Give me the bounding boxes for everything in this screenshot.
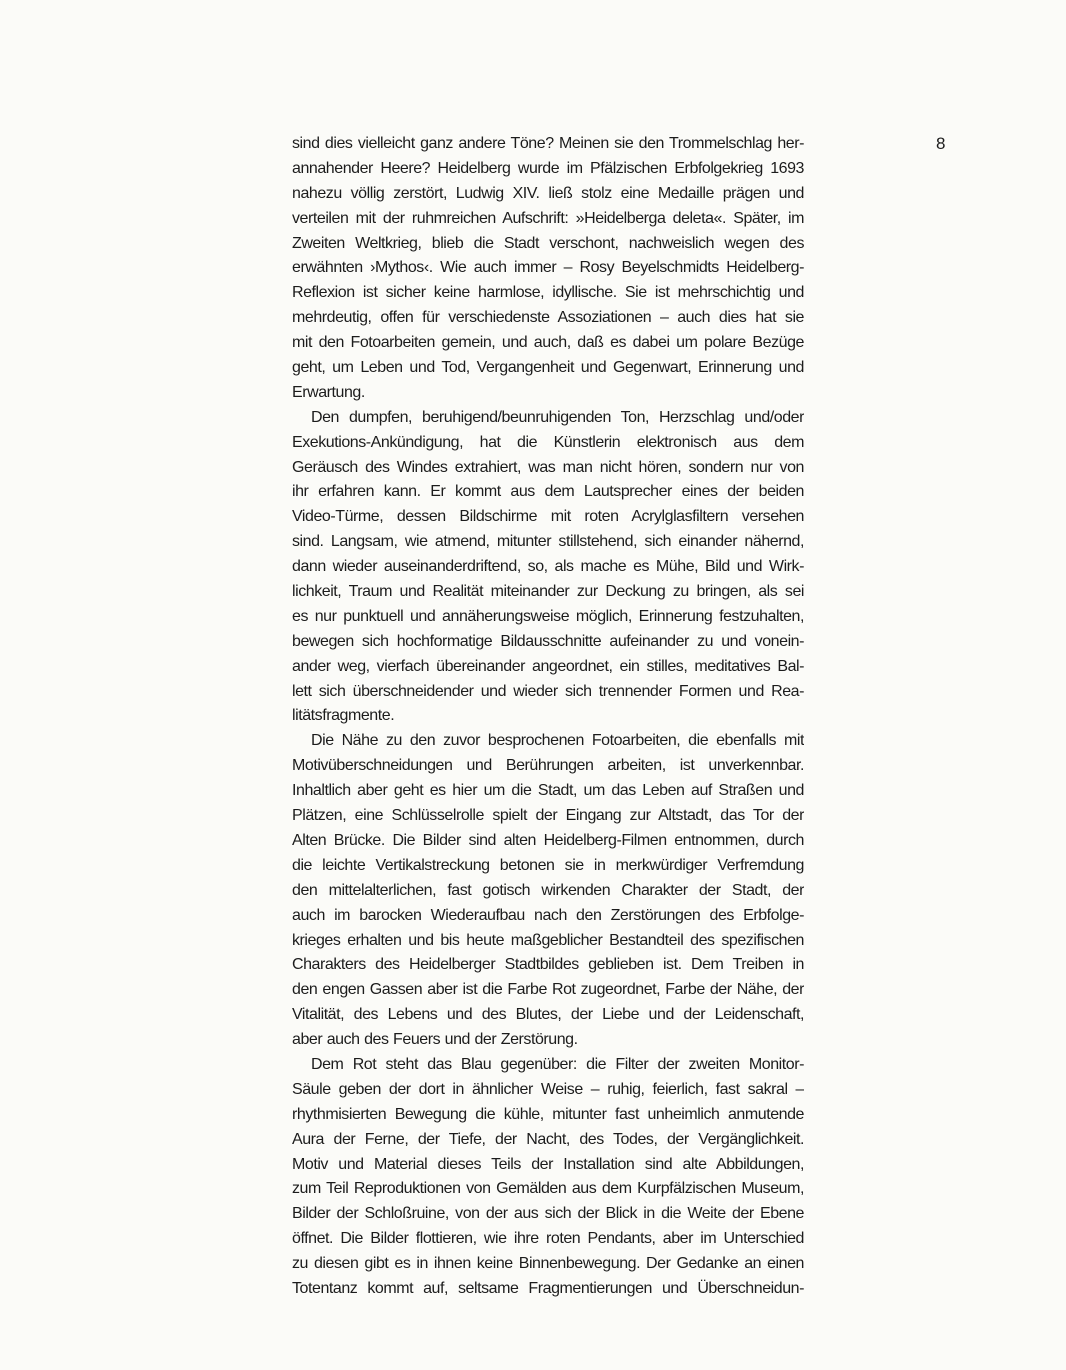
text-line: Zweiten Weltkrieg, blieb die Stadt verschont, nachweislich wegen des [292, 234, 804, 252]
text-line: ander weg, vierfach übereinander angeordnet, ein stilles, meditatives Bal- [292, 657, 804, 675]
text-line: Exekutions-Ankündigung, hat die Künstlerin elektronisch aus dem [292, 433, 804, 451]
text-line: es nur punktuell und annäherungsweise möglich, Erinnerung festzuhalten, [292, 607, 804, 625]
text-line: verteilen mit der ruhmreichen Aufschrift: »Heidelberga deleta«. Später, im [292, 209, 804, 227]
text-line: Aura der Ferne, der Tiefe, der Nacht, des Todes, der Vergänglichkeit. [292, 1130, 804, 1148]
text-line: bewegen sich hochformatige Bildausschnitte aufeinander zu und vonein- [292, 632, 804, 650]
text-line: litätsfragmente. [292, 707, 395, 725]
text-line: zum Teil Reproduktionen von Gemälden aus dem Kurpfälzischen Museum, [292, 1180, 804, 1198]
text-line: Alten Brücke. Die Bilder sind alten Heidelberg-Filmen entnommen, durch [292, 831, 804, 849]
text-line: Dem Rot steht das Blau gegenüber: die Filter der zweiten Monitor- [311, 1055, 804, 1073]
text-line: aber auch des Feuers und der Zerstörung. [292, 1031, 578, 1049]
text-line: krieges erhalten und bis heute maßgeblicher Bestandteil des spezifischen [292, 931, 804, 949]
paragraph [292, 1053, 804, 1302]
text-line: erwähnten ›Mythos‹. Wie auch immer – Rosy Beyelschmidts Heidelberg- [292, 259, 804, 277]
text-line: Vitalität, des Lebens und des Blutes, der Liebe und der Leidenschaft, [292, 1006, 804, 1024]
paragraph [292, 729, 804, 1053]
page-number: 8 [936, 134, 946, 153]
text-line: öffnet. Die Bilder flottieren, wie ihre roten Pendants, aber im Unterschied [292, 1230, 804, 1248]
text-line: Motivüberschneidungen und Berührungen arbeiten, ist unverkennbar. [292, 757, 804, 775]
text-line: Die Nähe zu den zuvor besprochenen Fotoarbeiten, die ebenfalls mit [311, 732, 804, 750]
text-line: Bilder der Schloßruine, von der aus sich der Blick in die Weite der Ebene [292, 1205, 804, 1223]
text-line: ihr erfahren kann. Er kommt aus dem Lautsprecher eines der beiden [292, 483, 804, 501]
text-line: sind. Langsam, wie atmend, mitunter stillstehend, sich einander nähernd, [292, 533, 804, 551]
text-line: Geräusch des Windes extrahiert, was man nicht hören, sondern nur von [292, 458, 804, 476]
text-line: sind dies vielleicht ganz andere Töne? Meinen sie den Trommelschlag her- [292, 135, 804, 152]
paragraph [292, 132, 804, 406]
text-line: Plätzen, eine Schlüsselrolle spielt der Eingang zur Altstadt, das Tor der [292, 807, 804, 825]
text-line: auch im barocken Wiederaufbau nach den Zerstörungen des Erbfolge- [292, 906, 804, 924]
text-line: lett sich überschneidender und wieder sich trennender Formen und Rea- [292, 682, 804, 700]
text-line: geht, um Leben und Tod, Vergangenheit und Gegenwart, Erinnerung und [292, 359, 804, 377]
text-line: nahezu völlig zerstört, Ludwig XIV. ließ stolz eine Medaille prägen und [292, 184, 804, 202]
text-line: Motiv und Material dieses Teils der Installation sind alte Abbildungen, [292, 1155, 804, 1173]
text-line: annahender Heere? Heidelberg wurde im Pfälzischen Erbfolgekrieg 1693 [292, 159, 804, 177]
text-line: Reflexion ist sicher keine harmlose, idyllische. Sie ist mehrschichtig und [292, 284, 804, 302]
text-line: Totentanz kommt auf, seltsame Fragmentierungen und Überschneidun- [292, 1279, 804, 1297]
text-line: Charakters des Heidelberger Stadtbildes geblieben ist. Dem Treiben in [292, 956, 804, 974]
text-line: mehrdeutig, offen für verschiedenste Assoziationen – auch dies hat sie [292, 309, 804, 327]
text-line: Erwartung. [292, 383, 365, 401]
paragraph [292, 406, 804, 730]
body-text [292, 132, 804, 1302]
text-line: mit den Fotoarbeiten gemein, und auch, daß es dabei um polare Bezüge [292, 334, 804, 352]
text-line: lichkeit, Traum und Realität miteinander zur Deckung zu bringen, als sei [292, 583, 804, 601]
text-line: dann wieder auseinanderdriftend, so, als mache es Mühe, Bild und Wirk- [292, 558, 804, 576]
text-line: den engen Gassen aber ist die Farbe Rot zugeordnet, Farbe der Nähe, der [292, 981, 804, 999]
text-line: zu diesen gibt es in ihnen keine Binnenbewegung. Der Gedanke an einen [292, 1255, 804, 1273]
text-line: den mittelalterlichen, fast gotisch wirkenden Charakter der Stadt, der [292, 881, 804, 899]
text-line: Säule geben der dort in ähnlicher Weise – ruhig, feierlich, fast sakral – [292, 1080, 804, 1098]
text-line: Den dumpfen, beruhigend/beunruhigenden Ton, Herzschlag und/oder [311, 408, 804, 426]
text-line: die leichte Vertikalstreckung betonen sie in merkwürdiger Verfremdung [292, 856, 804, 874]
text-line: Video-Türme, dessen Bildschirme mit roten Acrylglasfiltern versehen [292, 508, 804, 526]
text-line: rhythmisierten Bewegung die kühle, mitunter fast unheimlich anmutende [292, 1105, 804, 1123]
text-line: Inhaltlich aber geht es hier um die Stadt, um das Leben auf Straßen und [292, 782, 804, 800]
